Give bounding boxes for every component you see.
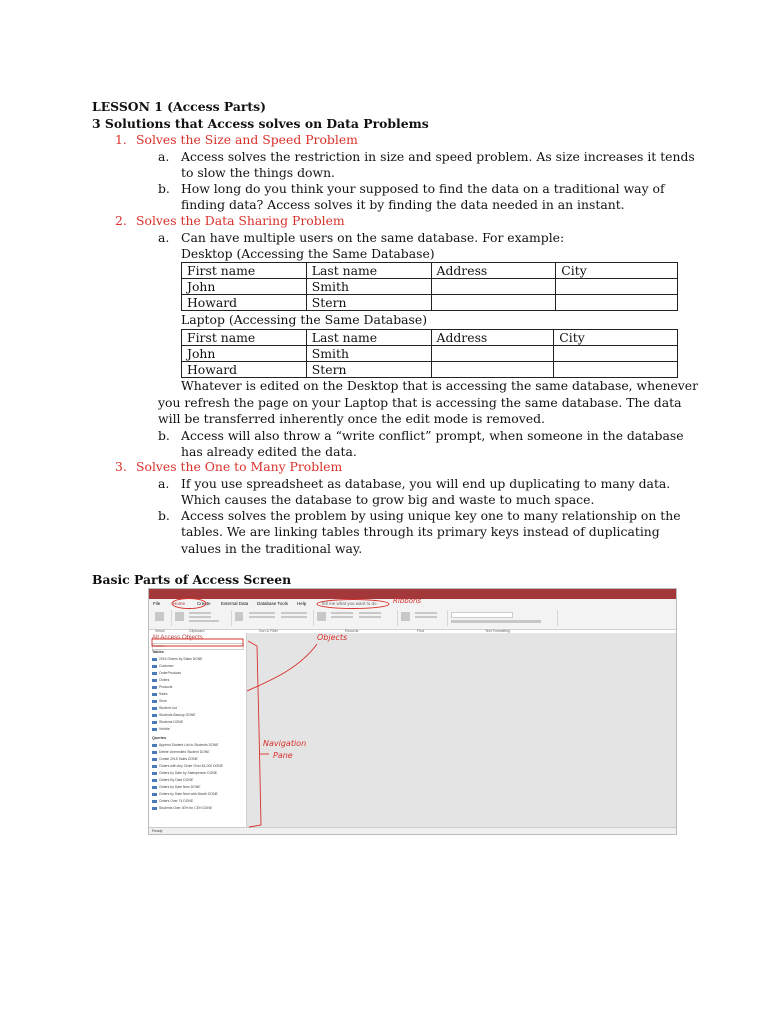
basic-parts-heading: Basic Parts of Access Screen	[92, 572, 292, 587]
nav-table-item[interactable]: Sales	[159, 692, 168, 696]
nav-query-item[interactable]: Orders By Date DONE	[159, 778, 194, 782]
section3-a-line1: If you use spreadsheet as database, you will end up duplicating to many data.	[181, 476, 671, 491]
annotation-ribbons: Ribbons	[393, 597, 422, 605]
table-header-cell: Last name	[306, 263, 431, 279]
section3-a-label: a.	[158, 476, 170, 491]
table-row	[182, 362, 678, 378]
tab-database-tools[interactable]: Database Tools	[257, 601, 288, 606]
table-cell	[431, 346, 554, 362]
table-cell: John	[182, 346, 307, 362]
nav-pane-bracket	[248, 641, 261, 827]
nav-query-item[interactable]: Orders by Date New DONE	[159, 785, 201, 789]
nav-table-item[interactable]: Vehicle	[159, 727, 170, 731]
lesson-subtitle: 3 Solutions that Access solves on Data Problems	[92, 116, 429, 131]
tell-me-circle	[317, 600, 389, 609]
section2-para-line1: Whatever is edited on the Desktop that is accessing the same database, whenever	[181, 378, 699, 393]
table-cell	[554, 346, 678, 362]
group-label-views: Views	[155, 629, 165, 633]
nav-table-item[interactable]: Students DONE	[159, 720, 184, 724]
table-cell	[556, 295, 678, 311]
table-header-row	[182, 330, 678, 346]
table-cell	[431, 279, 556, 295]
laptop-table	[181, 329, 678, 378]
section2-number: 2.	[115, 213, 127, 228]
nav-query-item[interactable]: Orders by Date by Salesperson DONE	[159, 771, 218, 775]
table-row	[182, 346, 678, 362]
group-label-clipboard: Clipboard	[189, 629, 205, 633]
table-header-cell: First name	[182, 263, 307, 279]
nav-table-item[interactable]: OrderProducts	[159, 671, 182, 675]
table-row	[182, 279, 678, 295]
table-header-cell: City	[554, 330, 678, 346]
section1-b-label: b.	[158, 181, 170, 196]
access-screenshot	[148, 588, 677, 835]
laptop-caption: Laptop (Accessing the Same Database)	[181, 312, 428, 327]
nav-search-input[interactable]: Search...	[152, 643, 244, 650]
annotation-objects: Objects	[317, 633, 348, 642]
home-tab-circle	[172, 599, 206, 609]
nav-table-item[interactable]: Customer	[159, 664, 174, 668]
table-cell	[554, 362, 678, 378]
table-cell: Smith	[306, 346, 431, 362]
table-row	[182, 295, 678, 311]
section3-b-label: b.	[158, 508, 170, 523]
status-text: Ready	[152, 829, 163, 833]
section1-b-line1: How long do you think your supposed to find the data on a traditional way of	[181, 181, 665, 196]
section2-title: Solves the Data Sharing Problem	[136, 213, 345, 228]
section2-a-line1: Can have multiple users on the same database. For example:	[181, 230, 565, 245]
table-cell: John	[182, 279, 307, 295]
table-header-cell: Address	[431, 263, 556, 279]
group-label-records: Records	[345, 629, 359, 633]
section3-b-line3: values in the traditional way.	[181, 541, 363, 556]
section1-a-label: a.	[158, 149, 170, 164]
section3-title: Solves the One to Many Problem	[136, 459, 343, 474]
nav-title[interactable]: All Access Objects	[152, 634, 203, 641]
nav-query-item[interactable]: Students Over 30% for CEH DONE	[159, 806, 213, 810]
section1-title: Solves the Size and Speed Problem	[136, 132, 358, 147]
nav-title-box	[152, 639, 243, 646]
table-header-cell: City	[556, 263, 678, 279]
desktop-caption: Desktop (Accessing the Same Database)	[181, 246, 435, 261]
annotation-pane: Pane	[273, 751, 293, 760]
group-label-find: Find	[417, 629, 424, 633]
nav-table-item[interactable]: Student List	[159, 706, 177, 710]
group-label-sort-filter: Sort & Filter	[259, 629, 278, 633]
nav-query-item[interactable]: Delete Unenrolled Student DONE	[159, 750, 210, 754]
section2-b-label: b.	[158, 428, 170, 443]
section2-para-line3: will be transferred inherently once the edit mode is removed.	[158, 411, 545, 426]
table-header-cell: Last name	[306, 330, 431, 346]
section1-a-line1: Access solves the restriction in size and speed problem. As size increases it tends	[181, 149, 695, 164]
section3-number: 3.	[115, 459, 127, 474]
section3-a-line2: Which causes the database to grow big and waste to much space.	[181, 492, 595, 507]
nav-table-item[interactable]: Students Backup DONE	[159, 713, 196, 717]
table-cell	[431, 362, 554, 378]
table-cell	[556, 279, 678, 295]
section2-a-label: a.	[158, 230, 170, 245]
tab-home[interactable]: Home	[173, 601, 186, 606]
tell-me-box[interactable]: Tell me what you want to do	[321, 601, 377, 606]
tab-create[interactable]: Create	[197, 601, 211, 606]
table-cell: Howard	[182, 362, 307, 378]
annotation-navigation: Navigation	[263, 739, 307, 748]
table-cell: Smith	[306, 279, 431, 295]
section1-a-line2: to slow the things down.	[181, 165, 335, 180]
desktop-table	[181, 262, 678, 311]
lesson-title: LESSON 1 (Access Parts)	[92, 99, 266, 114]
nav-table-item[interactable]: Shoe	[159, 699, 167, 703]
nav-query-item[interactable]: Append Student List to Students DONE	[159, 743, 219, 747]
section1-b-line2: finding data? Access solves it by finding the data needed in an instant.	[181, 197, 625, 212]
table-header-cell: Address	[431, 330, 554, 346]
table-cell: Stern	[306, 362, 431, 378]
section1-number: 1.	[115, 132, 127, 147]
tab-help[interactable]: Help	[297, 601, 307, 606]
section2-b-line1: Access will also throw a “write conflict” prompt, when someone in the database	[181, 428, 684, 443]
section2-b-line2: has already edited the data.	[181, 444, 357, 459]
table-cell	[431, 295, 556, 311]
nav-queries-header[interactable]: Queries	[152, 736, 167, 740]
table-header-row	[182, 263, 678, 279]
nav-table-item[interactable]: 2015 Orders by Sales DONE	[159, 657, 203, 661]
table-cell: Howard	[182, 295, 307, 311]
nav-tables-header[interactable]: Tables	[152, 650, 164, 654]
table-header-cell: First name	[182, 330, 307, 346]
tab-file[interactable]: File	[153, 601, 161, 606]
table-cell: Stern	[306, 295, 431, 311]
section2-para-line2: you refresh the page on your Laptop that is accessing the same database. The data	[158, 395, 682, 410]
nav-table-item[interactable]: Products	[159, 685, 173, 689]
section3-b-line1: Access solves the problem by using unique key one to many relationship on the	[181, 508, 681, 523]
section3-b-line2: tables. We are linking tables through its primary keys instead of duplicating	[181, 524, 660, 539]
tab-external-data[interactable]: External Data	[221, 601, 249, 606]
nav-query-item[interactable]: Orders with Any Order Over $1,000 DONE	[159, 764, 223, 768]
nav-table-item[interactable]: Orders	[159, 678, 170, 682]
nav-query-item[interactable]: Orders by Date New with Month DONE	[159, 792, 218, 796]
nav-query-item[interactable]: Orders Over 74 DONE	[159, 799, 194, 803]
annotation-overlay	[149, 589, 676, 834]
group-label-text-formatting: Text Formatting	[485, 629, 510, 633]
nav-query-item[interactable]: Create 2015 Sales DONE	[159, 757, 198, 761]
